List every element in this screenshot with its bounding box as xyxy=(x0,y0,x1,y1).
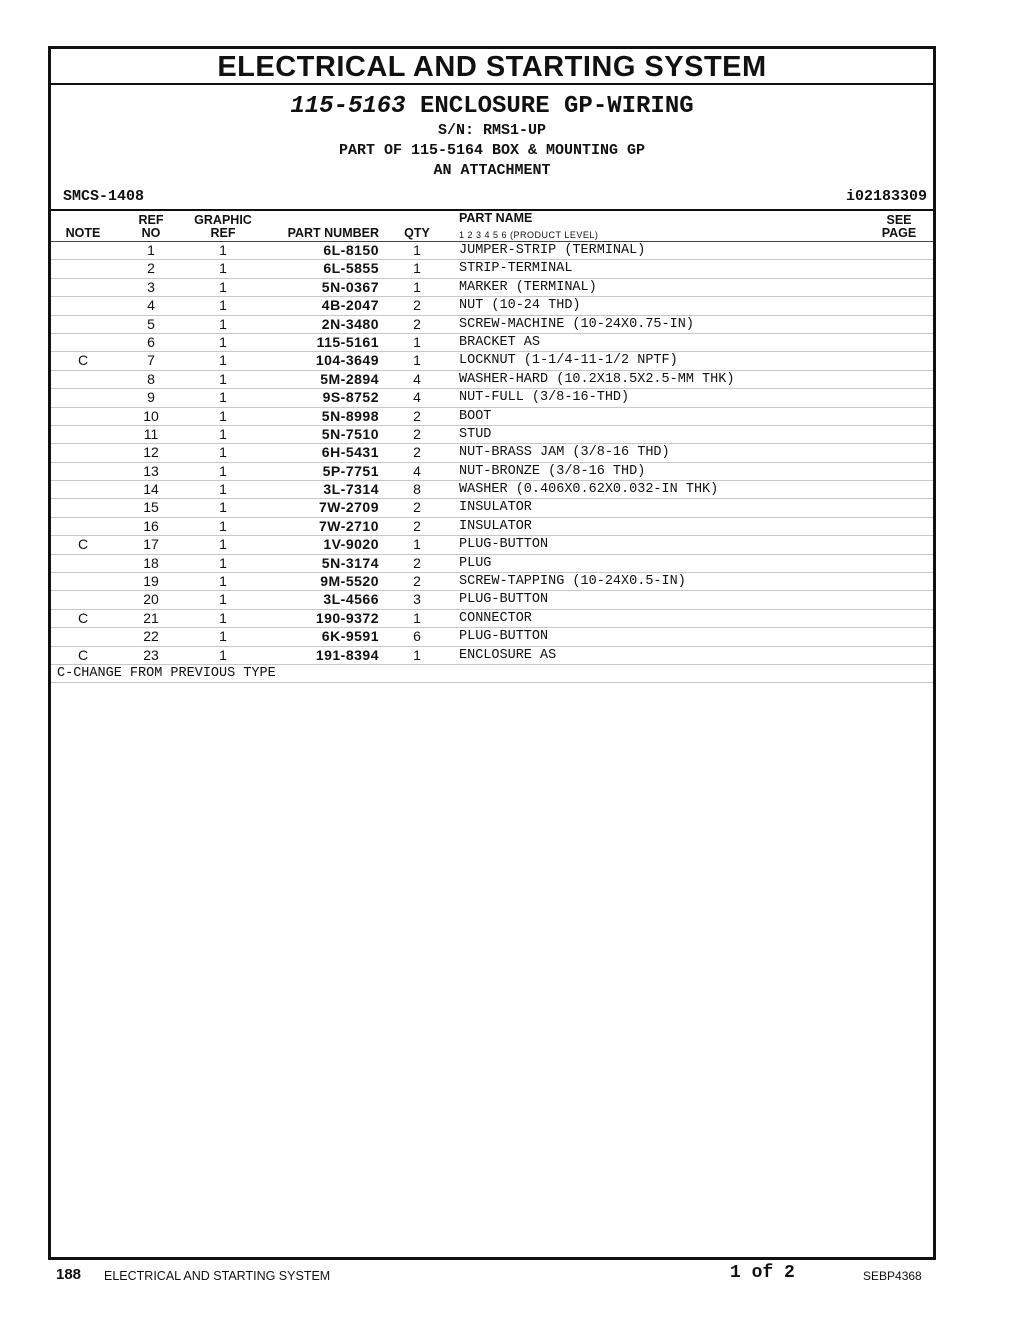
ref-no-cell: 21 xyxy=(143,609,159,626)
part-number-cell: 190-9372 xyxy=(315,609,379,626)
group-header xyxy=(51,93,933,181)
graphic-ref-cell: 1 xyxy=(219,609,227,626)
note-cell: C xyxy=(77,536,89,553)
ref-no-cell: 17 xyxy=(143,536,159,553)
graphic-ref-cell: 1 xyxy=(219,425,227,442)
part-name-cell: CONNECTOR xyxy=(459,610,532,626)
qty-cell: 2 xyxy=(413,499,421,516)
part-number-cell: 4B-2047 xyxy=(321,297,379,314)
ref-no-cell: 20 xyxy=(143,591,159,608)
col-ref-top: REF xyxy=(138,213,164,227)
part-name-cell: NUT-BRONZE (3/8-16 THD) xyxy=(459,463,646,479)
col-part-name: PART NAME xyxy=(459,211,533,225)
footer-page-of: 1 of 2 xyxy=(730,1263,795,1283)
ref-no-cell: 23 xyxy=(143,646,159,663)
table-row xyxy=(51,628,933,646)
note-cell: C xyxy=(77,646,89,663)
part-name-cell: NUT-BRASS JAM (3/8-16 THD) xyxy=(459,445,670,461)
qty-cell: 1 xyxy=(413,609,421,626)
graphic-ref-cell: 1 xyxy=(219,297,227,314)
ref-no-cell: 4 xyxy=(147,297,155,314)
col-graphic-top: GRAPHIC xyxy=(194,213,252,227)
ref-no-cell: 19 xyxy=(143,573,159,590)
graphic-ref-cell: 1 xyxy=(219,333,227,350)
part-name-cell: INSULATOR xyxy=(459,518,532,534)
part-number-cell: 5N-0367 xyxy=(321,278,379,295)
note-cell: C xyxy=(77,609,89,626)
graphic-ref-cell: 1 xyxy=(219,260,227,277)
graphic-ref-cell: 1 xyxy=(219,444,227,461)
group-number: 115-5163 xyxy=(290,93,406,120)
graphic-ref-cell: 1 xyxy=(219,389,227,406)
part-name-cell: BOOT xyxy=(459,408,492,424)
qty-cell: 4 xyxy=(413,389,421,406)
ref-no-cell: 15 xyxy=(143,499,159,516)
part-number-cell: 5M-2894 xyxy=(320,370,379,387)
qty-cell: 3 xyxy=(413,591,421,608)
part-number-cell: 5P-7751 xyxy=(322,462,379,479)
part-name-cell: STRIP-TERMINAL xyxy=(459,261,573,277)
graphic-ref-cell: 1 xyxy=(219,628,227,645)
graphic-ref-cell: 1 xyxy=(219,591,227,608)
part-number-cell: 7W-2709 xyxy=(318,499,379,516)
graphic-ref-cell: 1 xyxy=(219,554,227,571)
col-qty: QTY xyxy=(404,226,430,240)
table-row xyxy=(51,316,933,334)
part-name-cell: STUD xyxy=(459,426,492,442)
part-of-text: PART OF 115-5164 BOX & MOUNTING GP xyxy=(338,142,646,159)
page-title: ELECTRICAL AND STARTING SYSTEM xyxy=(51,49,933,85)
page-footer xyxy=(0,1263,1020,1290)
table-row xyxy=(51,591,933,609)
graphic-ref-cell: 1 xyxy=(219,370,227,387)
table-row xyxy=(51,518,933,536)
ref-no-cell: 14 xyxy=(143,481,159,498)
table-row xyxy=(51,334,933,352)
graphic-ref-cell: 1 xyxy=(219,278,227,295)
graphic-ref-cell: 1 xyxy=(219,499,227,516)
qty-cell: 2 xyxy=(413,297,421,314)
ref-no-cell: 22 xyxy=(143,628,159,645)
qty-cell: 1 xyxy=(413,260,421,277)
table-row xyxy=(51,463,933,481)
footnote: C-CHANGE FROM PREVIOUS TYPE xyxy=(51,665,933,683)
table-row xyxy=(51,499,933,517)
col-see-top: SEE xyxy=(886,213,912,227)
ref-no-cell: 6 xyxy=(147,333,155,350)
part-name-cell: PLUG-BUTTON xyxy=(459,629,549,645)
table-row xyxy=(51,573,933,591)
part-name-cell: SCREW-MACHINE (10-24X0.75-IN) xyxy=(459,316,694,332)
part-name-cell: PLUG-BUTTON xyxy=(459,592,549,608)
graphic-ref-cell: 1 xyxy=(219,517,227,534)
part-name-cell: SCREW-TAPPING (10-24X0.5-IN) xyxy=(459,574,686,590)
ref-no-cell: 13 xyxy=(143,462,159,479)
parts-page-frame xyxy=(48,46,936,1260)
part-number-cell: 3L-7314 xyxy=(323,481,379,498)
part-number-cell: 115-5161 xyxy=(316,333,379,350)
qty-cell: 2 xyxy=(413,315,421,332)
part-number-cell: 9M-5520 xyxy=(320,573,379,590)
part-name-cell: ENCLOSURE AS xyxy=(459,647,557,663)
qty-cell: 2 xyxy=(413,554,421,571)
table-row xyxy=(51,444,933,462)
col-see-bottom: PAGE xyxy=(881,226,917,240)
note-cell: C xyxy=(77,352,89,369)
ref-no-cell: 3 xyxy=(147,278,155,295)
ref-no-cell: 18 xyxy=(143,554,159,571)
table-row xyxy=(51,279,933,297)
qty-cell: 4 xyxy=(413,370,421,387)
graphic-ref-cell: 1 xyxy=(219,481,227,498)
qty-cell: 1 xyxy=(413,278,421,295)
ref-no-cell: 9 xyxy=(147,389,155,406)
column-headers xyxy=(51,211,933,242)
part-number-cell: 104-3649 xyxy=(315,352,379,369)
qty-cell: 2 xyxy=(413,573,421,590)
table-row xyxy=(51,481,933,499)
qty-cell: 2 xyxy=(413,444,421,461)
part-number-cell: 3L-4566 xyxy=(323,591,379,608)
part-number-cell: 2N-3480 xyxy=(321,315,379,332)
ref-no-cell: 7 xyxy=(147,352,155,369)
ref-no-cell: 2 xyxy=(147,260,155,277)
footer-page-number: 188 xyxy=(56,1266,82,1283)
table-row xyxy=(51,610,933,628)
part-name-cell: INSULATOR xyxy=(459,500,532,516)
footer-section: ELECTRICAL AND STARTING SYSTEM xyxy=(104,1269,331,1283)
graphic-ref-cell: 1 xyxy=(219,646,227,663)
ref-no-cell: 11 xyxy=(143,425,159,442)
col-graphic-bottom: REF xyxy=(210,226,236,240)
qty-cell: 4 xyxy=(413,462,421,479)
graphic-ref-cell: 1 xyxy=(219,352,227,369)
part-name-cell: JUMPER-STRIP (TERMINAL) xyxy=(459,243,646,258)
table-row xyxy=(51,408,933,426)
ref-no-cell: 5 xyxy=(147,315,155,332)
smcs-row xyxy=(51,185,933,211)
graphic-ref-cell: 1 xyxy=(219,573,227,590)
part-name-cell: PLUG xyxy=(459,555,492,571)
qty-cell: 2 xyxy=(413,425,421,442)
col-part-number: PART NUMBER xyxy=(287,226,379,240)
part-name-cell: BRACKET AS xyxy=(459,334,541,350)
part-number-cell: 6L-8150 xyxy=(323,242,379,258)
group-title xyxy=(51,93,933,121)
attachment-text: AN ATTACHMENT xyxy=(433,162,551,179)
col-note: NOTE xyxy=(65,226,101,240)
table-row xyxy=(51,242,933,260)
part-number-cell: 6H-5431 xyxy=(321,444,379,461)
ref-no-cell: 1 xyxy=(147,242,155,258)
qty-cell: 1 xyxy=(413,536,421,553)
part-name-cell: WASHER-HARD (10.2X18.5X2.5-MM THK) xyxy=(459,371,735,387)
col-ref-bottom: NO xyxy=(141,226,161,240)
col-product-level: 1 2 3 4 5 6 (PRODUCT LEVEL) xyxy=(459,230,599,240)
part-name-cell: WASHER (0.406X0.62X0.032-IN THK) xyxy=(459,482,719,498)
illustration-id: i02183309 xyxy=(845,188,927,205)
qty-cell: 1 xyxy=(413,242,421,258)
group-name: ENCLOSURE GP-WIRING xyxy=(419,93,694,120)
qty-cell: 2 xyxy=(413,407,421,424)
part-number-cell: 5N-8998 xyxy=(321,407,379,424)
part-number-cell: 5N-7510 xyxy=(321,425,379,442)
graphic-ref-cell: 1 xyxy=(219,242,227,258)
serial-number: S/N: RMS1-UP xyxy=(437,122,547,139)
graphic-ref-cell: 1 xyxy=(219,315,227,332)
part-name-cell: NUT-FULL (3/8-16-THD) xyxy=(459,390,630,406)
qty-cell: 6 xyxy=(413,628,421,645)
table-row xyxy=(51,426,933,444)
qty-cell: 2 xyxy=(413,517,421,534)
table-row xyxy=(51,389,933,407)
part-name-cell: LOCKNUT (1-1/4-11-1/2 NPTF) xyxy=(459,353,678,369)
table-row xyxy=(51,536,933,554)
part-number-cell: 6K-9591 xyxy=(321,628,379,645)
table-row xyxy=(51,260,933,278)
part-number-cell: 1V-9020 xyxy=(323,536,379,553)
graphic-ref-cell: 1 xyxy=(219,407,227,424)
parts-list xyxy=(51,242,933,665)
qty-cell: 1 xyxy=(413,333,421,350)
part-number-cell: 9S-8752 xyxy=(322,389,379,406)
ref-no-cell: 8 xyxy=(147,370,155,387)
table-row xyxy=(51,352,933,370)
table-row xyxy=(51,555,933,573)
part-number-cell: 7W-2710 xyxy=(318,517,379,534)
part-number-cell: 5N-3174 xyxy=(321,554,379,571)
table-row xyxy=(51,647,933,665)
part-number-cell: 191-8394 xyxy=(315,646,379,663)
qty-cell: 1 xyxy=(413,352,421,369)
qty-cell: 8 xyxy=(413,481,421,498)
ref-no-cell: 16 xyxy=(143,517,159,534)
graphic-ref-cell: 1 xyxy=(219,462,227,479)
smcs-code: SMCS-1408 xyxy=(63,188,145,205)
graphic-ref-cell: 1 xyxy=(219,536,227,553)
part-number-cell: 6L-5855 xyxy=(323,260,379,277)
ref-no-cell: 10 xyxy=(143,407,159,424)
ref-no-cell: 12 xyxy=(143,444,159,461)
part-name-cell: NUT (10-24 THD) xyxy=(459,298,581,314)
footer-doc-id: SEBP4368 xyxy=(863,1269,922,1283)
part-name-cell: MARKER (TERMINAL) xyxy=(459,279,597,295)
part-name-cell: PLUG-BUTTON xyxy=(459,537,549,553)
table-row xyxy=(51,371,933,389)
table-row xyxy=(51,297,933,315)
qty-cell: 1 xyxy=(413,646,421,663)
